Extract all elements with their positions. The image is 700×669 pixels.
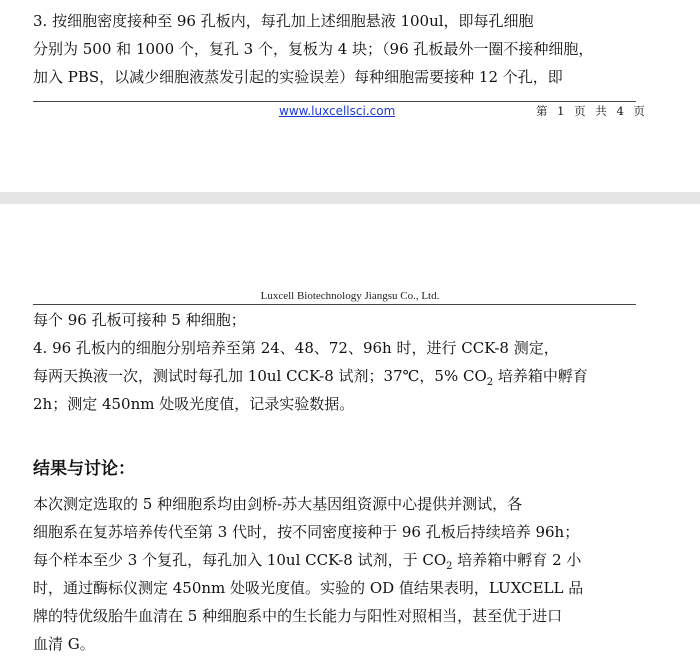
header-rule xyxy=(33,304,636,305)
text-line: 每个 96 孔板可接种 5 种细胞； xyxy=(33,311,246,329)
paragraph-line: 每个样本至少 3 个复孔，每孔加入 10ul CCK-8 试剂，于 $CO_2$ 培养箱中孵育 2 小 xyxy=(33,551,582,572)
document-page-2 xyxy=(0,204,700,669)
paragraph-line: 细胞系在复苏培养传代至第 3 代时，按不同密度接种于 96 孔板后持续培养 96h； xyxy=(33,523,580,541)
paragraph-line: 牌的特优级胎牛血清在 5 种细胞系中的生长能力与阳性对照相当，甚至优于进口 xyxy=(33,607,563,625)
section-heading: 结果与讨论： xyxy=(33,459,135,479)
text-line: 每两天换液一次，测试时每孔加 10ul CCK-8 试剂；37℃，5% $CO_2$ 培养箱中孵育 xyxy=(33,367,588,388)
paragraph-line: 血清 G。 xyxy=(33,635,95,653)
paragraph-line: 本次测定选取的 5 种细胞系均由剑桥-苏大基因组资源中心提供并测试，各 xyxy=(33,495,523,513)
text-line: 2h；测定 450nm 处吸光度值，记录实验数据。 xyxy=(33,395,355,413)
document-page-1 xyxy=(0,0,700,192)
text-line: 3. 按细胞密度接种至 96 孔板内，每孔加上述细胞悬液 100ul，即每孔细胞 xyxy=(33,12,534,30)
text-line: 4. 96 孔板内的细胞分别培养至第 24、48、72、96h 时，进行 CCK-8 测定， xyxy=(33,339,559,357)
header-company: Luxcell Biotechnology Jiangsu Co., Ltd. xyxy=(260,290,440,302)
website-link[interactable]: www.luxcellsci.com xyxy=(279,104,396,118)
page-separator xyxy=(0,192,700,204)
text-line: 加入 PBS，以减少细胞液蒸发引起的实验误差）每种细胞需要接种 12 个孔，即 xyxy=(33,68,563,86)
footer-rule xyxy=(33,101,636,102)
page-number: 第 1 页 共 4 页 xyxy=(536,104,648,118)
paragraph-line: 时，通过酶标仪测定 450nm 处吸光度值。实验的 OD 值结果表明，LUXCELL 品 xyxy=(33,579,584,597)
text-line: 分别为 500 和 1000 个，复孔 3 个，复板为 4 块；（96 孔板最外一圈不接种细胞， xyxy=(33,40,594,58)
